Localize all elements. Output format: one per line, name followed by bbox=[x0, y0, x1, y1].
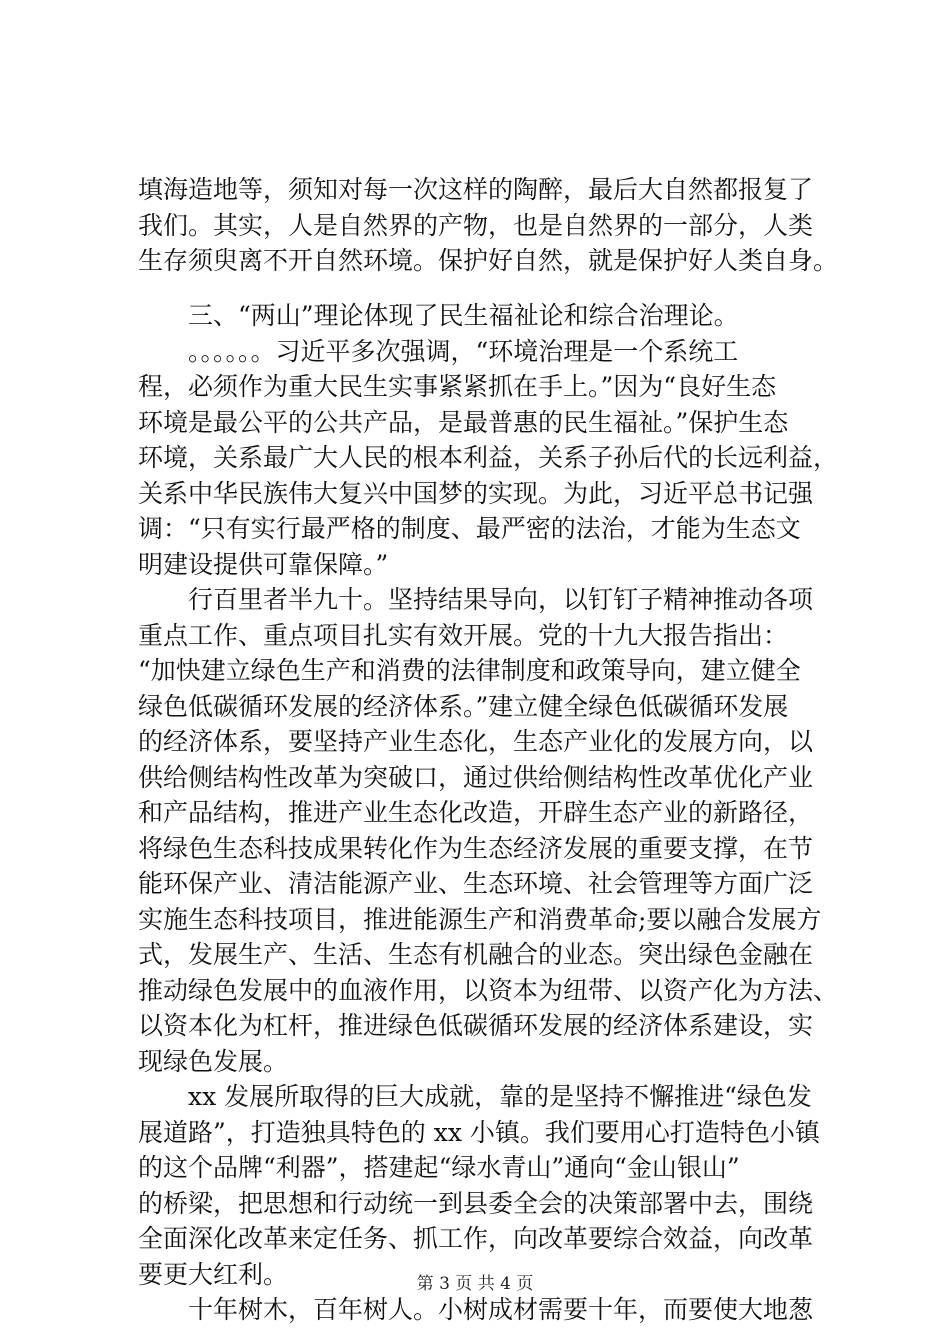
text-line: 推动绿色发展中的血液作用，以资本为纽带、以资产化为方法、 bbox=[138, 975, 839, 1005]
text-line: 环境，关系最广大人民的根本利益，关系子孙后代的长远利益， bbox=[138, 443, 839, 472]
page-footer: 第 3 页 共 4 页 bbox=[416, 1274, 534, 1294]
text-line: 填海造地等，须知对每一次这样的陶醉，最后大自然都报复了 bbox=[138, 175, 814, 204]
text-line: 我们。其实，人是自然界的产物，也是自然界的一部分，人类 bbox=[138, 210, 814, 240]
text-line: 的经济体系，要坚持产业生态化，生态产业化的发展方向，以 bbox=[138, 727, 814, 756]
text-line: 现绿色发展。 bbox=[138, 1046, 289, 1076]
paragraph-first-line: 三、“两山”理论体现了民生福祉论和综合治理论。 bbox=[188, 301, 739, 330]
text-line: 的桥梁，把思想和行动统一到县委全会的决策部署中去，围绕 bbox=[138, 1188, 814, 1218]
paragraph-first-line: 十年树木，百年树人。小树成材需要十年，而要使大地葱 bbox=[188, 1295, 814, 1324]
text-line: 明建设提供可靠保障。” bbox=[138, 549, 389, 579]
text-line: 绿色低碳循环发展的经济体系。”建立健全绿色低碳循环发展 bbox=[138, 691, 789, 721]
text-line: 将绿色生态科技成果转化作为生态经济发展的重要支撑，在节 bbox=[138, 833, 814, 863]
text-line: 实施生态科技项目，推进能源生产和消费革命;要以融合发展方 bbox=[138, 904, 822, 934]
text-line: 展道路”，打造独具特色的 xx 小镇。我们要用心打造特色小镇 bbox=[138, 1117, 820, 1147]
text-line: 全面深化改革来定任务、抓工作，向改革要综合效益，向改革 bbox=[138, 1224, 814, 1253]
text-line: 程，必须作为重大民生实事紧紧抓在手上。”因为“良好生态 bbox=[138, 372, 777, 401]
paragraph-first-line: 行百里者半九十。坚持结果导向，以钉钉子精神推动各项 bbox=[188, 585, 814, 614]
text-line: “加快建立绿色生产和消费的法律制度和政策导向，建立健全 bbox=[138, 656, 801, 685]
paragraph-first-line: xx 发展所取得的巨大成就，靠的是坚持不懈推进“绿色发 bbox=[188, 1082, 812, 1111]
text-line: 和产品结构，推进产业生态化改造，开辟生态产业的新路径， bbox=[138, 798, 814, 827]
text-line: 的这个品牌“利器”，搭建起“绿水青山”通向“金山银山” bbox=[138, 1153, 740, 1182]
text-line: 生存须臾离不开自然环境。保护好自然，就是保护好人类自身。 bbox=[138, 246, 839, 275]
text-line: 式，发展生产、生活、生态有机融合的业态。突出绿色金融在 bbox=[138, 940, 814, 969]
paragraph-first-line: 。。。。。。习近平多次强调，“环境治理是一个系统工 bbox=[188, 336, 739, 366]
main-body bbox=[138, 298, 838, 1328]
text-line: 能环保产业、清洁能源产业、生态环境、社会管理等方面广泛 bbox=[138, 869, 814, 898]
text-line: 以资本化为杠杆，推进绿色低碳循环发展的经济体系建设，实 bbox=[138, 1011, 814, 1040]
text-line: 调：“只有实行最严格的制度、最严密的法治，才能为生态文 bbox=[138, 514, 801, 543]
text-line: 供给侧结构性改革为突破口，通过供给侧结构性改革优化产业 bbox=[138, 762, 814, 792]
text-line: 环境是最公平的公共产品，是最普惠的民生福祉。”保护生态 bbox=[138, 407, 789, 437]
text-line: 要更大红利。 bbox=[138, 1259, 289, 1289]
text-line: 关系中华民族伟大复兴中国梦的实现。为此，习近平总书记强 bbox=[138, 478, 814, 508]
continuation-paragraph bbox=[138, 172, 838, 279]
text-line: 重点工作、重点项目扎实有效开展。党的十九大报告指出： bbox=[138, 620, 789, 650]
